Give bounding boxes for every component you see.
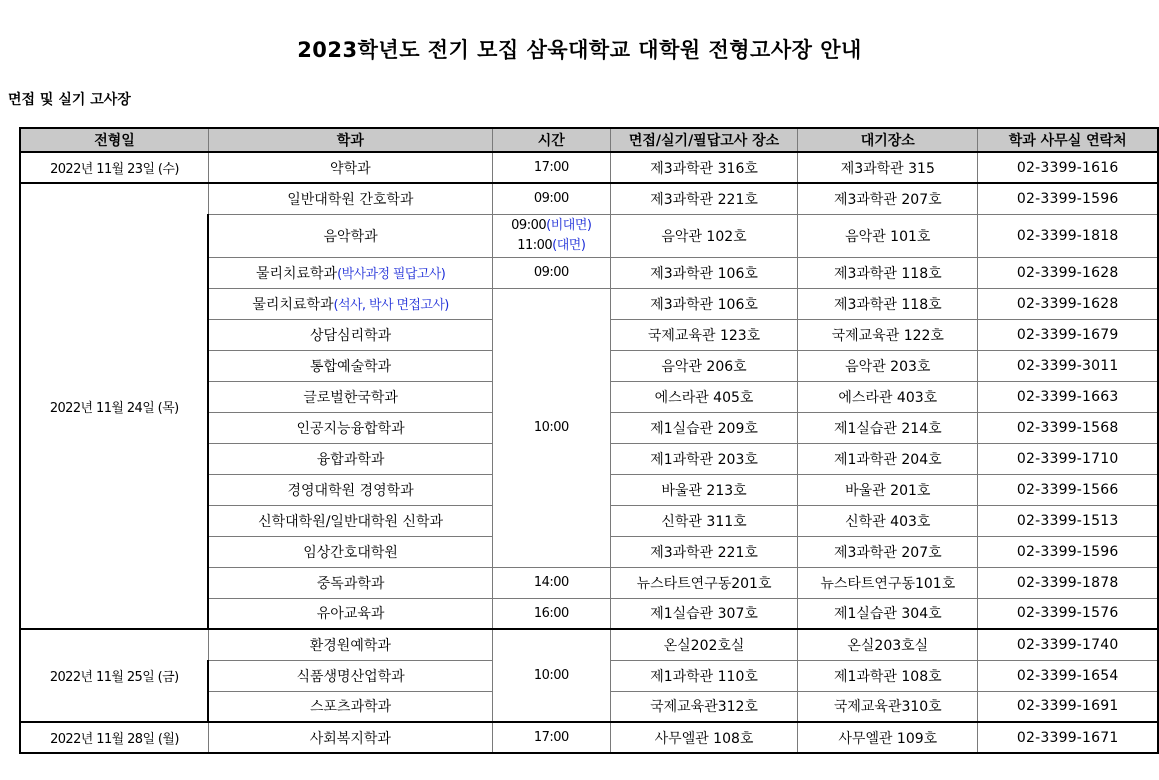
exam-location-cell: 국제교육관 123호	[610, 319, 797, 350]
waiting-location-cell: 국제교육관310호	[798, 691, 978, 722]
exam-location-cell: 뉴스타트연구동201호	[610, 567, 797, 598]
waiting-location-cell: 제1실습관 304호	[798, 598, 978, 629]
department-note: (박사과정 필답고사)	[337, 266, 446, 282]
waiting-location-cell: 제1과학관 204호	[798, 443, 978, 474]
exam-date-cell: 2022년 11월 28일 (월)	[20, 722, 208, 753]
department-cell: 유아교육과	[208, 598, 492, 629]
office-contact-cell: 02-3399-1740	[978, 629, 1158, 660]
office-contact-cell: 02-3399-1616	[978, 152, 1158, 183]
office-contact-cell: 02-3399-1710	[978, 443, 1158, 474]
department-cell: 임상간호대학원	[208, 536, 492, 567]
department-name: 물리치료학과	[255, 265, 338, 282]
department-cell: 경영대학원 경영학과	[208, 474, 492, 505]
header-office-contact: 학과 사무실 연락처	[978, 128, 1158, 152]
office-contact-cell: 02-3399-1568	[978, 412, 1158, 443]
time-cell: 10:00	[492, 629, 610, 722]
time-cell: 09:00	[492, 183, 610, 214]
exam-location-cell: 제1실습관 307호	[610, 598, 797, 629]
department-cell	[208, 257, 492, 288]
department-cell: 융합과학과	[208, 443, 492, 474]
exam-location-cell: 제3과학관 106호	[610, 288, 797, 319]
department-cell: 식품생명산업학과	[208, 660, 492, 691]
waiting-location-cell: 제3과학관 207호	[798, 183, 978, 214]
department-cell: 일반대학원 간호학과	[208, 183, 492, 214]
exam-location-cell: 국제교육관312호	[610, 691, 797, 722]
department-cell: 약학과	[208, 152, 492, 183]
department-name: 물리치료학과	[252, 296, 334, 313]
time-value: 09:00	[511, 217, 547, 233]
exam-date-cell: 2022년 11월 25일 (금)	[20, 629, 208, 722]
table-header-row	[20, 128, 1158, 152]
waiting-location-cell: 제3과학관 118호	[798, 288, 978, 319]
time-line-non-face	[493, 216, 610, 236]
office-contact-cell: 02-3399-1679	[978, 319, 1158, 350]
table-row	[20, 152, 1158, 183]
time-cell	[492, 214, 610, 257]
exam-location-cell: 온실202호실	[610, 629, 797, 660]
header-exam-location: 면접/실기/필답고사 장소	[610, 128, 797, 152]
exam-location-cell: 제1실습관 209호	[610, 412, 797, 443]
waiting-location-cell: 바울관 201호	[798, 474, 978, 505]
time-cell: 17:00	[492, 152, 610, 183]
department-cell: 사회복지학과	[208, 722, 492, 753]
time-cell: 09:00	[492, 257, 610, 288]
office-contact-cell: 02-3399-1596	[978, 183, 1158, 214]
office-contact-cell: 02-3399-1628	[978, 257, 1158, 288]
waiting-location-cell: 사무엘관 109호	[798, 722, 978, 753]
table-row	[20, 629, 1158, 660]
office-contact-cell: 02-3399-1596	[978, 536, 1158, 567]
waiting-location-cell: 제3과학관 207호	[798, 536, 978, 567]
exam-location-cell: 음악관 206호	[610, 350, 797, 381]
exam-location-cell: 제1과학관 203호	[610, 443, 797, 474]
exam-location-cell: 바울관 213호	[610, 474, 797, 505]
table-row	[20, 722, 1158, 753]
office-contact-cell: 02-3399-3011	[978, 350, 1158, 381]
department-cell: 중독과학과	[208, 567, 492, 598]
table-row	[20, 183, 1158, 214]
waiting-location-cell: 뉴스타트연구동101호	[798, 567, 978, 598]
exam-location-cell: 제3과학관 316호	[610, 152, 797, 183]
waiting-location-cell: 제3과학관 118호	[798, 257, 978, 288]
exam-date-cell: 2022년 11월 23일 (수)	[20, 152, 208, 183]
department-cell: 인공지능융합학과	[208, 412, 492, 443]
office-contact-cell: 02-3399-1818	[978, 214, 1158, 257]
exam-date-cell: 2022년 11월 24일 (목)	[20, 183, 208, 629]
exam-location-cell: 제1과학관 110호	[610, 660, 797, 691]
exam-schedule-table	[19, 127, 1159, 754]
department-cell: 음악학과	[208, 214, 492, 257]
waiting-location-cell: 제1실습관 214호	[798, 412, 978, 443]
header-time: 시간	[492, 128, 610, 152]
time-cell: 16:00	[492, 598, 610, 629]
office-contact-cell: 02-3399-1628	[978, 288, 1158, 319]
time-cell: 14:00	[492, 567, 610, 598]
office-contact-cell: 02-3399-1691	[978, 691, 1158, 722]
time-value: 11:00	[517, 237, 553, 253]
exam-location-cell: 신학관 311호	[610, 505, 797, 536]
waiting-location-cell: 음악관 101호	[798, 214, 978, 257]
department-cell: 글로벌한국학과	[208, 381, 492, 412]
waiting-location-cell: 온실203호실	[798, 629, 978, 660]
header-exam-date: 전형일	[20, 128, 208, 152]
office-contact-cell: 02-3399-1566	[978, 474, 1158, 505]
waiting-location-cell: 에스라관 403호	[798, 381, 978, 412]
time-cell: 17:00	[492, 722, 610, 753]
department-cell	[208, 288, 492, 319]
time-cell: 10:00	[492, 288, 610, 567]
department-cell: 스포츠과학과	[208, 691, 492, 722]
exam-location-cell: 제3과학관 221호	[610, 536, 797, 567]
department-cell: 환경원예학과	[208, 629, 492, 660]
office-contact-cell: 02-3399-1513	[978, 505, 1158, 536]
office-contact-cell: 02-3399-1671	[978, 722, 1158, 753]
waiting-location-cell: 신학관 403호	[798, 505, 978, 536]
office-contact-cell: 02-3399-1654	[978, 660, 1158, 691]
time-line-face	[493, 236, 610, 256]
waiting-location-cell: 제1과학관 108호	[798, 660, 978, 691]
department-cell: 신학대학원/일반대학원 신학과	[208, 505, 492, 536]
office-contact-cell: 02-3399-1576	[978, 598, 1158, 629]
mode-label: (비대면)	[546, 217, 592, 233]
exam-location-cell: 사무엘관 108호	[610, 722, 797, 753]
department-cell: 상담심리학과	[208, 319, 492, 350]
exam-location-cell: 음악관 102호	[610, 214, 797, 257]
header-department: 학과	[208, 128, 492, 152]
mode-label: (대면)	[552, 237, 586, 253]
exam-location-cell: 제3과학관 221호	[610, 183, 797, 214]
office-contact-cell: 02-3399-1878	[978, 567, 1158, 598]
waiting-location-cell: 음악관 203호	[798, 350, 978, 381]
department-note: (석사, 박사 면접고사)	[333, 297, 449, 313]
waiting-location-cell: 국제교육관 122호	[798, 319, 978, 350]
waiting-location-cell: 제3과학관 315	[798, 152, 978, 183]
section-heading: 면접 및 실기 고사장	[8, 92, 131, 108]
page-title: 2023학년도 전기 모집 삼육대학교 대학원 전형고사장 안내	[297, 38, 862, 62]
header-waiting-location: 대기장소	[798, 128, 978, 152]
office-contact-cell: 02-3399-1663	[978, 381, 1158, 412]
exam-location-cell: 제3과학관 106호	[610, 257, 797, 288]
department-cell: 통합예술학과	[208, 350, 492, 381]
exam-location-cell: 에스라관 405호	[610, 381, 797, 412]
